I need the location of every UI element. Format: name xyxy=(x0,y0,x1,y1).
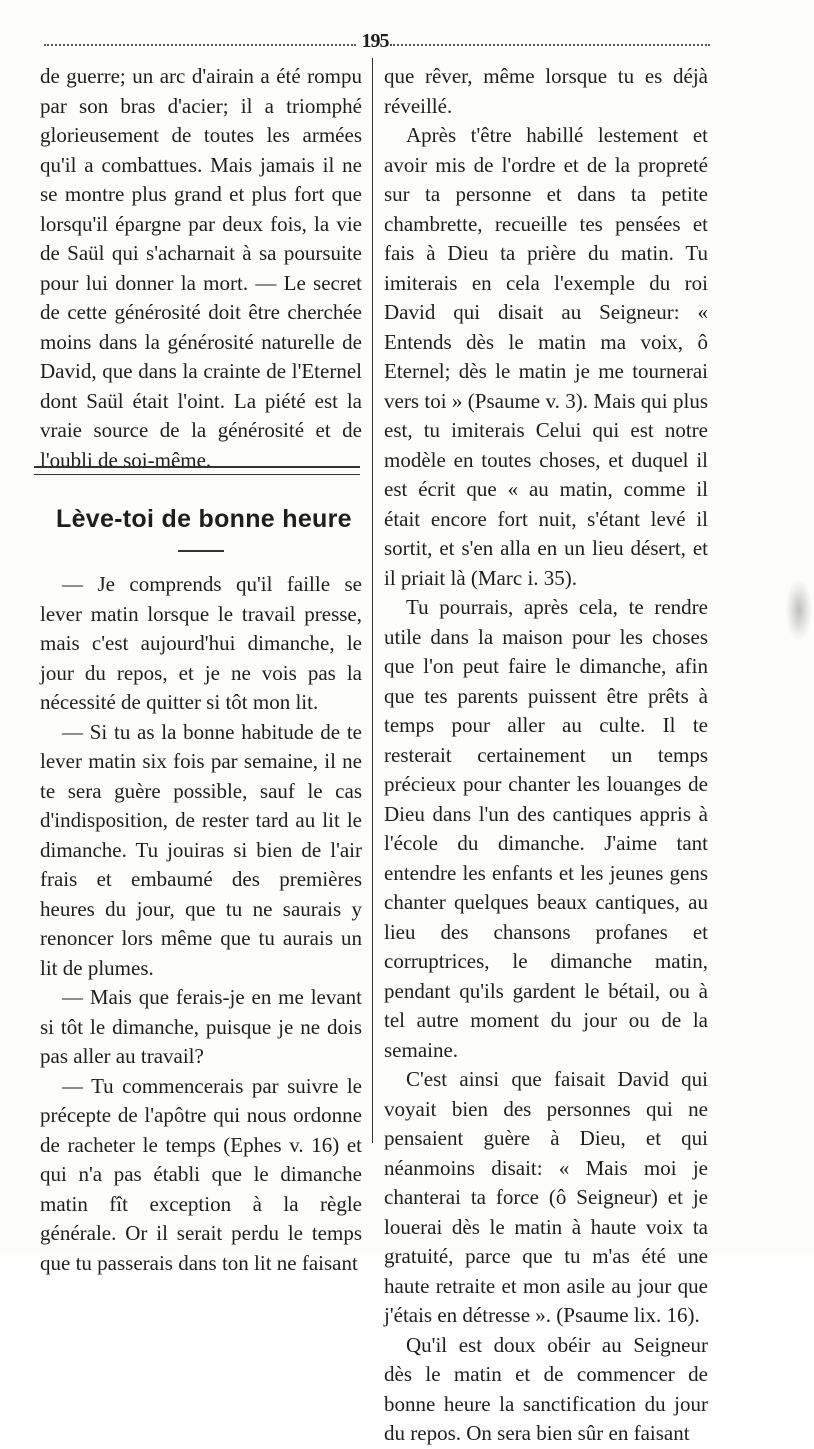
right-column xyxy=(384,62,708,1449)
paragraph: de guerre; un arc d'airain a été rompu par son bras d'acier; il a triomphé glorieusement de toutes les armées qu'il a combattues. Mais jamais il ne se montre plus grand et plus fort que lorsqu'il épargne par deux fois, la vie de Saül qui s'acharnait à sa poursuite pour lui donner la mort. — Le secret de cette générosité doit être cherchée moins dans la générosité naturelle de David, que dans la crainte de l'Eternel dont Saül était l'oint. La piété est la vraie source de la générosité et de l'oubli de soi-même. xyxy=(40,64,362,472)
paragraph: Qu'il est doux obéir au Seigneur dès le matin et de commencer de bonne heure la sanctification du jour du repos. On sera bien sûr en faisant xyxy=(384,1332,708,1445)
paragraph: Tu pourrais, après cela, te rendre utile dans la maison pour les choses que l'on peut faire le dimanche, afin que tes parents puissent être prêts à temps pour aller au culte. Il te resterait certainement un temps précieux pour chanter les louanges de Dieu dans l'un des cantiques appris à l'école du dimanche. J'aime tant entendre les enfants et les jeunes gens chanter quelques beaux cantiques, au lieu des chansons profanes et corruptrices, le dimanche matin, pendant qu'ils gardent le bétail, ou à tel autre moment du jour ou de la semaine. xyxy=(384,595,708,1062)
paragraph: que rêver, même lorsque tu es déjà réveillé. xyxy=(384,64,708,118)
header-rule-right xyxy=(390,44,710,46)
page-number: 195 xyxy=(361,30,389,52)
paragraph: Après t'être habillé lestement et avoir mis de l'ordre et de la propreté sur ta personne et dans ta petite chambrette, recueille tes pensées et fais à Dieu ta prière du matin. Tu imiterais en cela l'exemple du roi David qui disait au Seigneur: « Entends dès le matin ma voix, ô Eternel; dès le matin je me tournerai vers toi » (Psaume v. 3). Mais qui plus est, tu imiterais Celui qui est notre modèle en toutes choses, et duquel il est écrit que « au matin, comme il était encore fort nuit, s'étant levé il sortit, et s'en alla en un lieu désert, et il priait là (Marc i. 35). xyxy=(384,123,708,590)
column-divider xyxy=(372,58,373,1143)
paper-stain xyxy=(786,580,812,640)
paragraph: — Tu commencerais par suivre le précepte de l'apôtre qui nous ordonne de racheter le temps (Ephes v. 16) et qui n'a pas établi que le dimanche matin fît exception à la règle générale. Or il serait perdu le temps que tu passerais dans ton lit ne faisant xyxy=(40,1073,362,1275)
paragraph: C'est ainsi que faisait David qui voyait bien des personnes qui ne pensaient guère à Dieu, et qui néanmoins disait: « Mais moi je chanterai ta force (ô Seigneur) et je louerai dès le matin à haute voix ta gratuité, parce que tu m'as été une haute retraite et mon asile au jour que j'étais en détresse ». (Psaume lix. 16). xyxy=(384,1067,708,1327)
section-separator xyxy=(34,466,360,475)
header-rule-left xyxy=(44,44,356,46)
title-underline xyxy=(178,550,224,552)
left-column-top xyxy=(40,62,362,475)
paragraph: — Je comprends qu'il faille se lever matin lorsque le travail presse, mais c'est aujourd'hui dimanche, le jour du repos, et je ne vois pas la nécessité de quitter si tôt mon lit. xyxy=(40,572,362,714)
left-column-section xyxy=(40,570,362,1278)
paragraph: — Si tu as la bonne habitude de te lever matin six fois par semaine, il ne te sera guère possible, sauf le cas d'indisposition, de rester tard au lit le dimanche. Tu jouiras si bien de l'air frais et embaumé des premières heures du jour, que tu ne saurais y renoncer lors même que tu aurais un lit de plumes. xyxy=(40,719,362,980)
section-title: Lève-toi de bonne heure xyxy=(56,505,352,533)
paragraph: — Mais que ferais-je en me levant si tôt le dimanche, puisque je ne dois pas aller au travail? xyxy=(40,985,362,1068)
